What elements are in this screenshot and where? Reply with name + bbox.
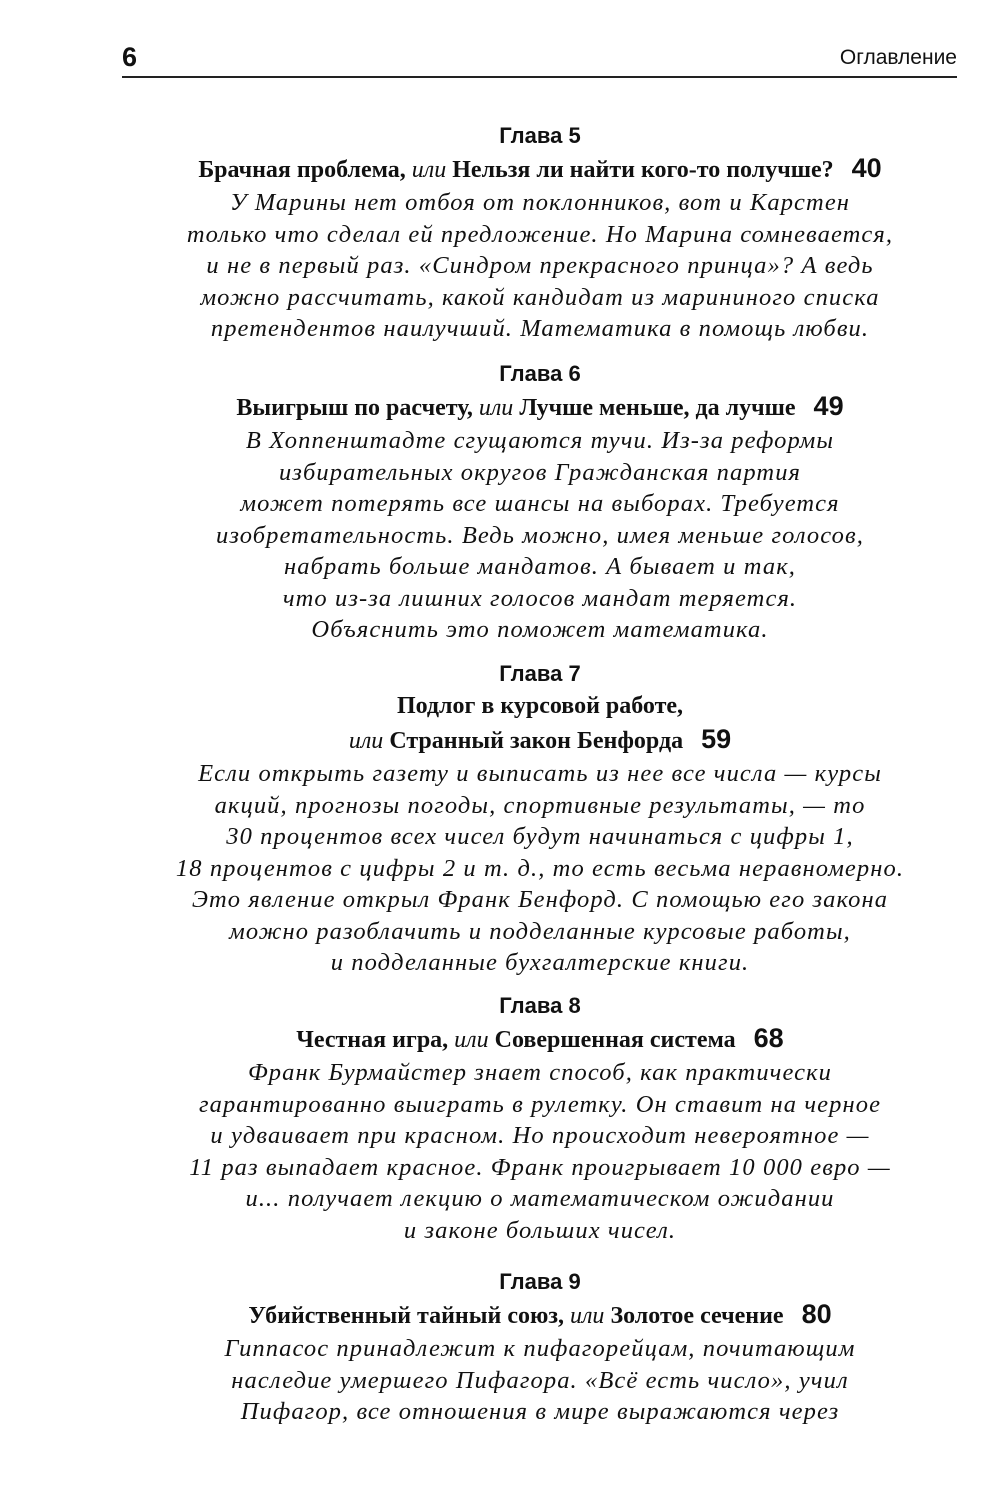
chapter-title-main: Убийственный тайный союз, [248, 1303, 564, 1329]
chapter-description-line: только что сделал ей предложение. Но Марина сомневается, [186, 220, 894, 248]
chapter-description-line: 11 раз выпадает красное. Франк проигрывает 10 000 евро — [189, 1153, 891, 1181]
chapter-description-line: и законе больших чисел. [403, 1216, 677, 1244]
chapter-title-or: или [454, 1027, 489, 1053]
chapter-description-line: и удваивает при красном. Но происходит невероятное — [210, 1122, 870, 1149]
chapter-description-line: акций, прогнозы погоды, спортивные результаты, — то [214, 791, 866, 819]
chapter-title-rest: Странный закон Бенфорда [389, 728, 684, 754]
chapter-page-number: 59 [701, 724, 732, 754]
chapter-description-line: Если открыть газету и выписать из нее все числа — курсы [198, 760, 882, 787]
chapter-title-continued [100, 723, 980, 758]
chapter-label: Глава 5 [499, 123, 581, 148]
chapter-description-line: 30 процентов всех чисел будут начинаться с цифры 1, [226, 823, 854, 850]
chapter-title [100, 390, 980, 425]
chapter-description-line: набрать больше мандатов. А бывает и так, [284, 553, 796, 580]
chapter-title-or: или [478, 395, 514, 421]
chapter-page-number: 40 [851, 153, 882, 183]
chapter-description-line: что из-за лишних голосов мандат теряется. [282, 584, 798, 612]
chapter-description-line: В Хоппенштадте сгущаются тучи. Из-за реформы [245, 427, 835, 454]
toc-entry-chapter-6 [100, 358, 980, 646]
chapter-description-line: и подделанные бухгалтерские книги. [330, 949, 750, 976]
chapter-description-line: Объяснить это поможет математика. [311, 616, 769, 643]
chapter-title-rest: Совершенная система [494, 1027, 736, 1053]
chapter-title [100, 690, 980, 723]
chapter-title-or: или [411, 157, 447, 183]
chapter-description-line: и... получает лекцию о математическом ожидании [245, 1185, 835, 1212]
chapter-title [100, 1022, 980, 1057]
chapter-page-number: 68 [753, 1023, 784, 1053]
toc-entry-chapter-7 [100, 658, 980, 979]
chapter-description-line: Гиппасос принадлежит к пифагорейцам, почитающим [224, 1335, 856, 1362]
chapter-label: Глава 6 [499, 361, 581, 386]
chapter-description-line: можно разоблачить и подделанные курсовые работы, [229, 917, 851, 945]
chapter-title-rest: Лучше меньше, да лучше [519, 395, 796, 421]
chapter-title-rest: Золотое сечение [610, 1303, 784, 1329]
chapter-description-line: У Марины нет отбоя от поклонников, вот и Карстен [229, 189, 851, 216]
chapter-description-line: можно рассчитать, какой кандидат из марининого списка [200, 283, 880, 311]
chapter-description-line: и не в первый раз. «Синдром прекрасного принца»? А ведь [206, 252, 874, 279]
chapter-description-line: Это явление открыл Франк Бенфорд. С помощью его закона [191, 886, 889, 913]
chapter-label: Глава 7 [499, 661, 581, 686]
chapter-description-line: гарантированно выиграть в рулетку. Он ставит на черное [198, 1090, 882, 1118]
chapter-title-main: Брачная проблема, [198, 157, 406, 183]
chapter-page-number: 80 [801, 1299, 832, 1329]
chapter-title-main: Выигрыш по расчету, [236, 395, 473, 421]
chapter-title-or: или [348, 728, 384, 754]
chapter-title-rest: Нельзя ли найти кого-то получше? [452, 157, 834, 183]
toc-entry-chapter-9 [100, 1266, 980, 1428]
chapter-title-main: Подлог в курсовой работе, [396, 693, 684, 719]
section-name: Оглавление [839, 46, 957, 69]
chapter-title [100, 152, 980, 187]
chapter-description-line: избирательных округов Гражданская партия [278, 458, 802, 486]
toc-entry-chapter-8 [100, 990, 980, 1246]
chapter-description-line: претендентов наилучший. Математика в помощь любви. [210, 315, 870, 342]
chapter-description-line: может потерять все шансы на выборах. Требуется [240, 490, 840, 517]
chapter-page-number: 49 [813, 391, 844, 421]
chapter-label: Глава 9 [499, 1269, 581, 1294]
chapter-description-line: наследие умершего Пифагора. «Всё есть число», учил [231, 1366, 849, 1394]
chapter-description-line: 18 процентов с цифры 2 и т. д., то есть весьма неравномерно. [175, 854, 905, 882]
running-head [122, 40, 957, 78]
chapter-title-main: Честная игра, [296, 1027, 449, 1053]
chapter-description-line: Франк Бурмайстер знает способ, как практически [247, 1059, 833, 1086]
page-number: 6 [122, 42, 138, 72]
chapter-label: Глава 8 [499, 993, 581, 1018]
chapter-title [100, 1298, 980, 1333]
chapter-title-or: или [569, 1303, 605, 1329]
toc-entry-chapter-5 [100, 120, 980, 345]
chapter-description-line: Пифагор, все отношения в мире выражаются через [240, 1398, 840, 1425]
chapter-description-line: изобретательность. Ведь можно, имея меньше голосов, [216, 521, 864, 549]
